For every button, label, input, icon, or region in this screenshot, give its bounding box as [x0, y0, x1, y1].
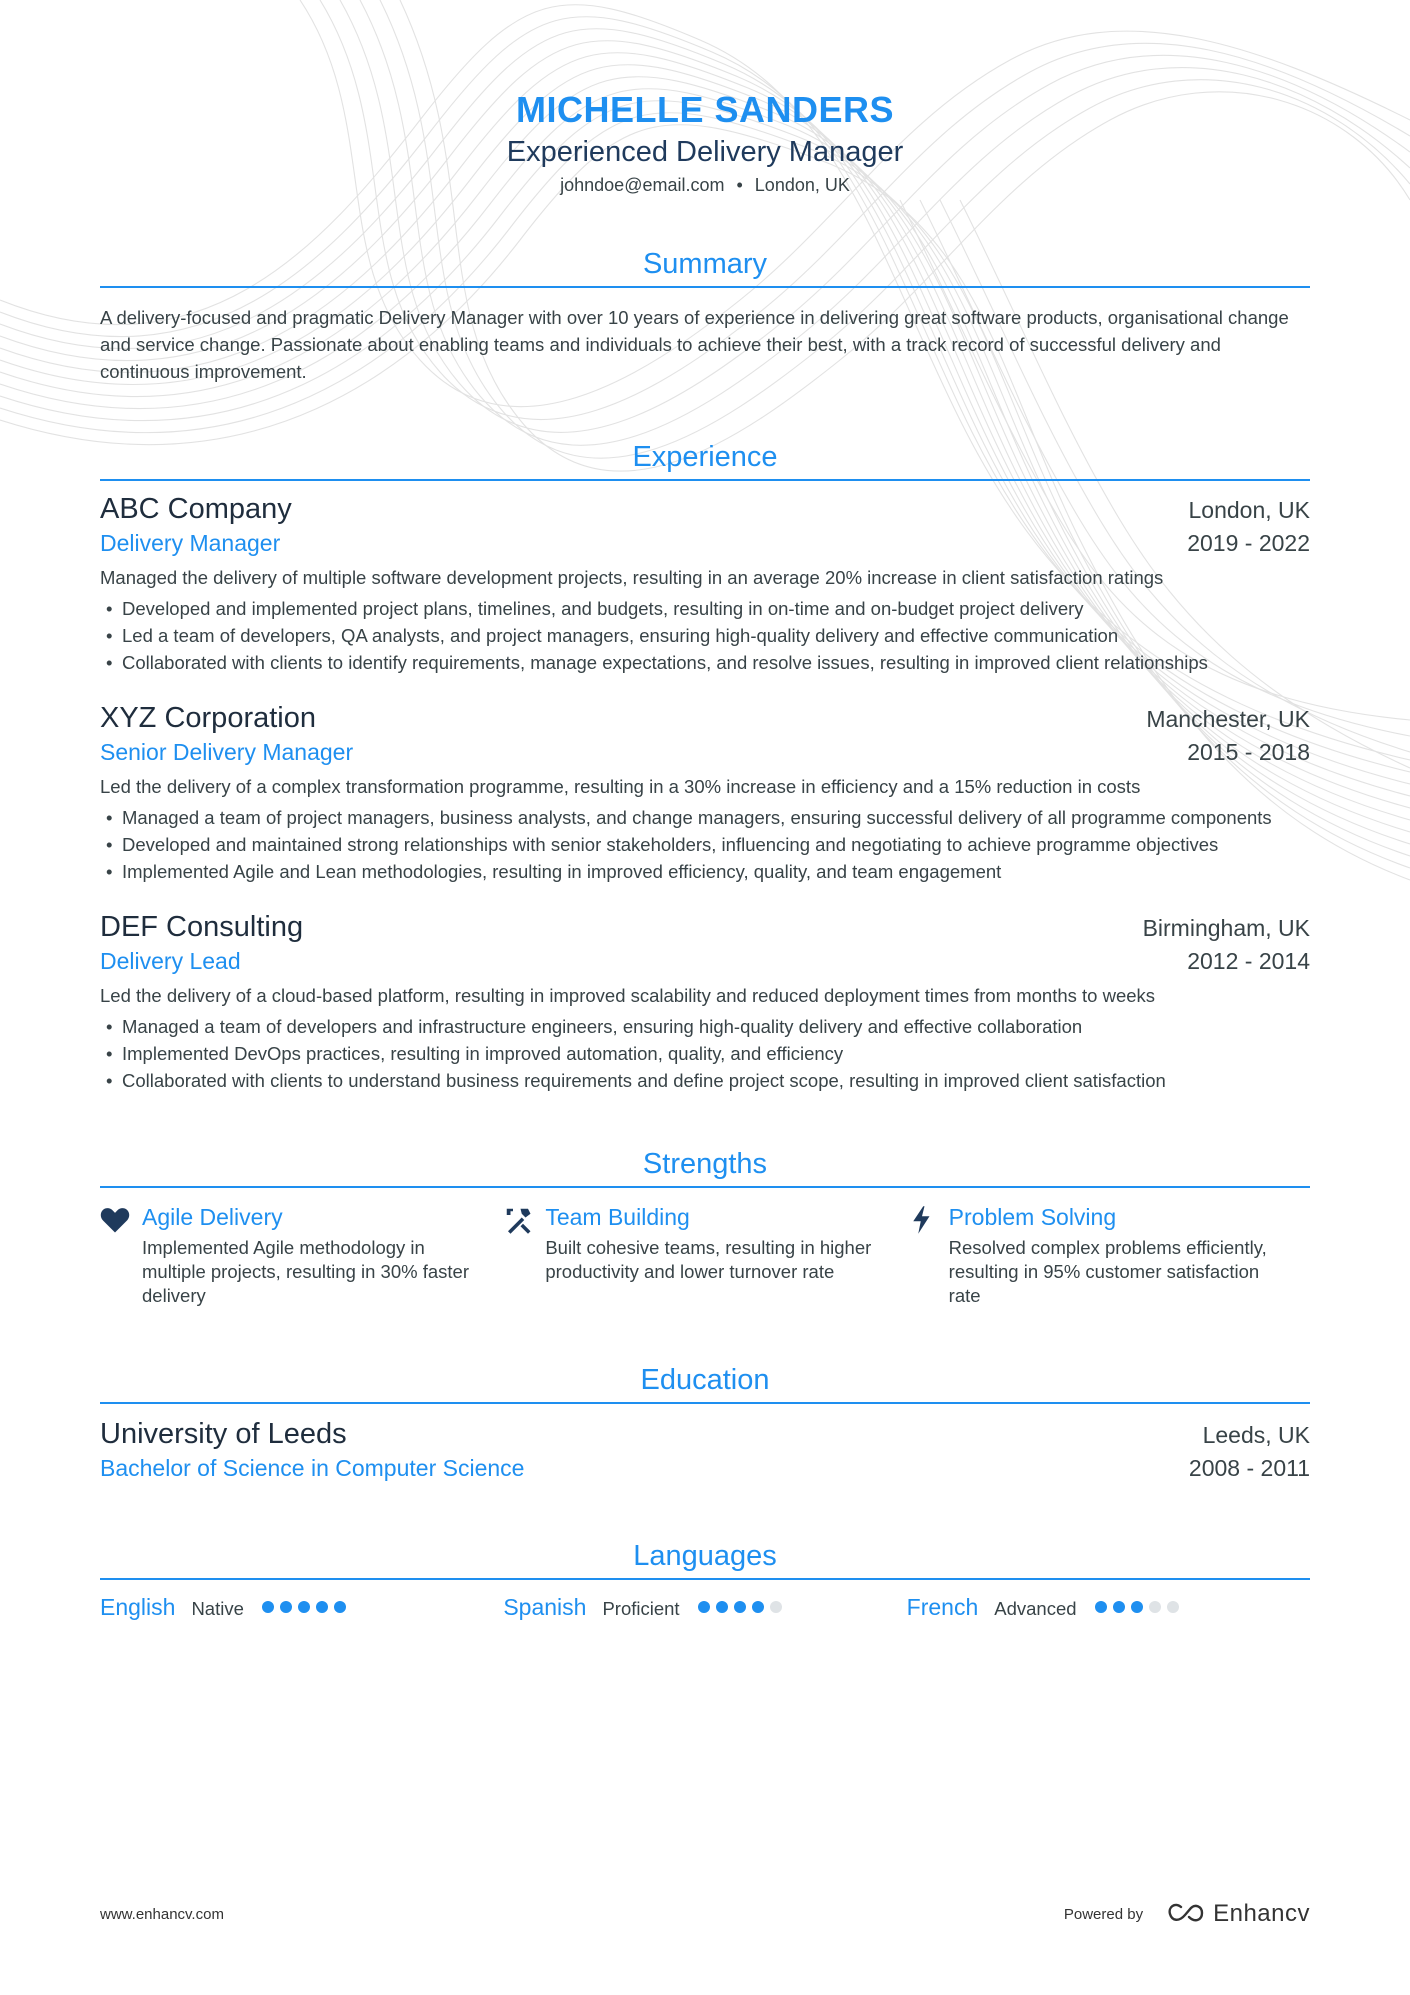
rating-dot-filled: [1113, 1601, 1125, 1613]
language-rating: [1095, 1601, 1179, 1613]
job-location: Birmingham, UK: [1142, 915, 1310, 941]
tools-icon: [503, 1202, 545, 1308]
bullet-item: • Managed a team of developers and infrastructure engineers, ensuring high-quality delivery and effective collaboration: [100, 1013, 1310, 1040]
language-level: Native: [191, 1598, 244, 1619]
language-level: Proficient: [602, 1598, 680, 1619]
job-location: Manchester, UK: [1146, 706, 1310, 732]
language-item: [907, 1594, 1310, 1621]
powered-by-label: Powered by: [1063, 1905, 1144, 1923]
rating-dot-filled: [716, 1601, 728, 1613]
rating-dot-empty: [1149, 1601, 1161, 1613]
enhancv-logo[interactable]: [1167, 1900, 1310, 1928]
language-rating: [262, 1601, 346, 1613]
education-heading: Education: [100, 1362, 1310, 1404]
candidate-name: MICHELLE SANDERS: [515, 89, 895, 130]
degree-name: Bachelor of Science in Computer Science: [100, 1455, 525, 1481]
company-name: ABC Company: [100, 493, 292, 525]
bullet-item: • Developed and maintained strong relationships with senior stakeholders, influencing and negotiating to achieve programme objectives: [100, 831, 1310, 858]
rating-dot-filled: [298, 1601, 310, 1613]
strength-description: Built cohesive teams, resulting in higher productivity and lower turnover rate: [545, 1237, 872, 1282]
company-name: XYZ Corporation: [100, 702, 316, 734]
language-item: [503, 1594, 906, 1621]
language-level: Advanced: [994, 1598, 1077, 1619]
strengths-heading: Strengths: [100, 1146, 1310, 1188]
language-name: French: [906, 1594, 979, 1620]
job-dates: 2015 - 2018: [1187, 739, 1310, 765]
rating-dot-filled: [262, 1601, 274, 1613]
strength-description: Implemented Agile methodology in multiple projects, resulting in 30% faster delivery: [142, 1237, 469, 1306]
job-description: Led the delivery of a cloud-based platform, resulting in improved scalability and reduced deployment times from months to weeks: [100, 985, 1156, 1006]
job-role: Delivery Lead: [100, 948, 241, 974]
rating-dot-filled: [280, 1601, 292, 1613]
rating-dot-filled: [316, 1601, 328, 1613]
bullet-item: • Led a team of developers, QA analysts, and project managers, ensuring high-quality delivery and effective communication: [100, 622, 1310, 649]
rating-dot-filled: [698, 1601, 710, 1613]
strength-name: Problem Solving: [948, 1204, 1117, 1230]
strength-item: [907, 1202, 1310, 1308]
bullet-item: • Collaborated with clients to identify requirements, manage expectations, and resolve issues, resulting in improved client relationships: [100, 649, 1310, 676]
language-name: English: [100, 1594, 176, 1620]
rating-dot-filled: [1095, 1601, 1107, 1613]
summary-text: A delivery-focused and pragmatic Delivery Manager with over 10 years of experience in delivering great software products, organisational change and service change. Passionate about enabling teams and individuals to achieve their best, with a track record of successful delivery and continuous improvement.: [100, 307, 1289, 382]
strength-item: [100, 1202, 503, 1308]
separator-dot: •: [736, 175, 743, 195]
resume-header: [100, 0, 1310, 196]
lightning-icon: [907, 1202, 949, 1308]
rating-dot-filled: [1131, 1601, 1143, 1613]
page-footer: [100, 1900, 1310, 1928]
job-dates: 2012 - 2014: [1187, 948, 1310, 974]
job-bullets: [100, 595, 1310, 676]
bullet-item: • Implemented DevOps practices, resulting in improved automation, quality, and efficiency: [100, 1040, 1310, 1067]
language-rating: [698, 1601, 782, 1613]
bullet-item: • Implemented Agile and Lean methodologies, resulting in improved efficiency, quality, and team engagement: [100, 858, 1310, 885]
strength-description: Resolved complex problems efficiently, resulting in 95% customer satisfaction rate: [948, 1237, 1267, 1306]
education-dates: 2008 - 2011: [1188, 1455, 1310, 1481]
experience-entry: [100, 909, 1310, 1094]
bullet-item: • Managed a team of project managers, business analysts, and change managers, ensuring successful delivery of all programme components: [100, 804, 1310, 831]
rating-dot-empty: [1167, 1601, 1179, 1613]
school-name: University of Leeds: [100, 1418, 347, 1450]
experience-heading: Experience: [100, 439, 1310, 481]
job-description: Managed the delivery of multiple software development projects, resulting in an average 20% increase in client satisfaction ratings: [100, 567, 1164, 588]
brand-name: Enhancv: [1213, 1900, 1310, 1927]
footer-url-link[interactable]: www.enhancv.com: [100, 1905, 224, 1923]
contact-line: [100, 174, 1310, 196]
job-bullets: [100, 804, 1310, 885]
rating-dot-empty: [770, 1601, 782, 1613]
job-bullets: [100, 1013, 1310, 1094]
language-name: Spanish: [503, 1594, 587, 1620]
languages-list: [100, 1594, 1310, 1621]
resume-page: [100, 0, 1310, 1621]
strength-name: Agile Delivery: [142, 1204, 283, 1230]
bullet-item: • Collaborated with clients to understand business requirements and define project scope, resulting in improved client satisfaction: [100, 1067, 1310, 1094]
job-role: Senior Delivery Manager: [100, 739, 354, 765]
email-link[interactable]: johndoe@email.com: [560, 175, 725, 195]
heart-icon: [100, 1202, 142, 1308]
rating-dot-filled: [334, 1601, 346, 1613]
strength-item: [503, 1202, 906, 1308]
company-name: DEF Consulting: [100, 911, 304, 943]
enhancv-logo-icon: [1167, 1903, 1205, 1925]
job-dates: 2019 - 2022: [1187, 530, 1310, 556]
job-role: Delivery Manager: [100, 530, 281, 556]
strength-name: Team Building: [545, 1204, 690, 1230]
job-description: Led the delivery of a complex transformation programme, resulting in a 30% increase in efficiency and a 15% reduction in costs: [100, 776, 1141, 797]
job-location: London, UK: [1188, 497, 1310, 523]
school-location: Leeds, UK: [1202, 1422, 1310, 1448]
experience-entry: [100, 700, 1310, 885]
languages-heading: Languages: [100, 1538, 1310, 1580]
summary-heading: Summary: [100, 246, 1310, 288]
candidate-title: Experienced Delivery Manager: [506, 136, 904, 168]
rating-dot-filled: [752, 1601, 764, 1613]
footer-branding: [1064, 1900, 1310, 1928]
bullet-item: • Developed and implemented project plans, timelines, and budgets, resulting in on-time and on-budget project delivery: [100, 595, 1310, 622]
experience-entry: [100, 491, 1310, 676]
education-entry: [100, 1416, 1310, 1484]
language-item: [100, 1594, 503, 1621]
strengths-list: [100, 1202, 1310, 1308]
rating-dot-filled: [734, 1601, 746, 1613]
contact-location: London, UK: [754, 175, 850, 195]
